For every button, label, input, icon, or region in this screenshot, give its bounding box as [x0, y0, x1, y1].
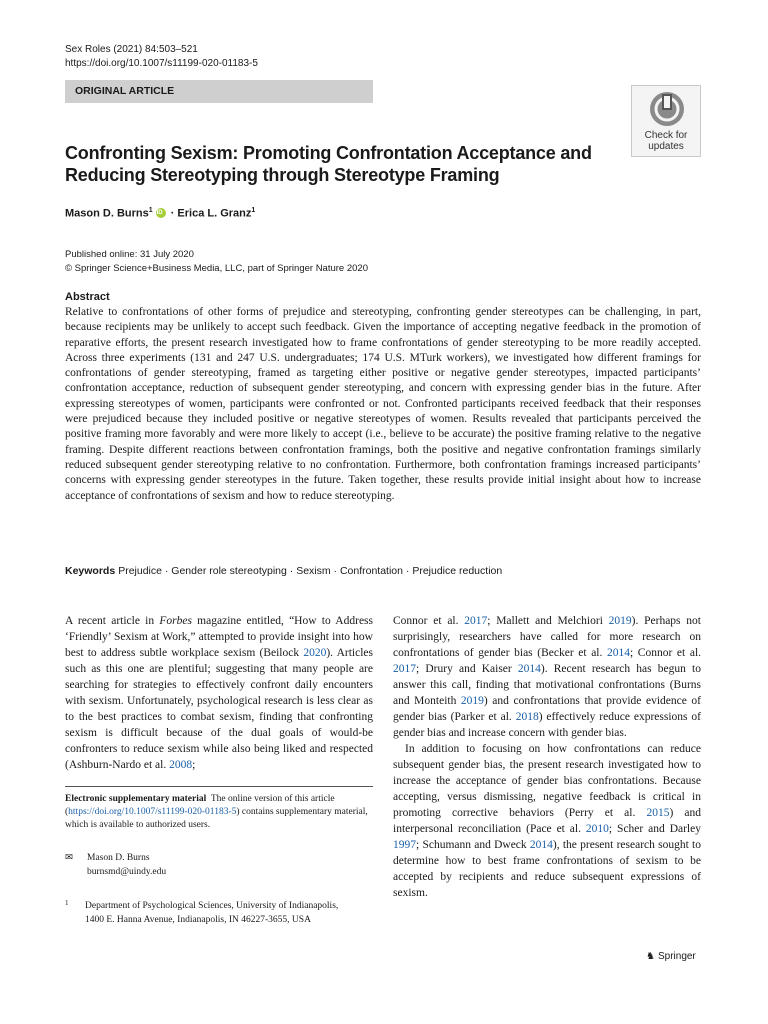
copyright-icon: © — [65, 263, 75, 274]
citation-link[interactable]: 2014 — [607, 647, 630, 659]
text-run: ) and interpersonal reconciliation (Pace et al. — [393, 807, 701, 835]
article-doi-link[interactable]: https://doi.org/10.1007/s11199-020-01183-5 — [65, 58, 258, 69]
text-run: ). Articles such as this one are plentiful; suggesting that many people are searching for strategies to effectively confront daily encounters with sexism. Unfortunately, psychological research is less clear as to the best practices to combat sexism, finding that confronting sexism is difficult because of the dual goals of would-be confronters to reduce sexism while also being liked and respected (Ashburn-Nardo et al. — [65, 647, 373, 771]
copyright-line — [65, 262, 368, 276]
supplementary-doi-link[interactable]: https://doi.org/10.1007/s11199-020-01183-5 — [68, 807, 237, 817]
citation-link[interactable]: 2019 — [608, 615, 632, 627]
body-column-left — [65, 613, 373, 773]
citation-link[interactable]: 2008 — [169, 759, 193, 771]
body-paragraph — [393, 613, 701, 741]
text-run: ) and confrontations that provide evidence of gender bias (Parker et al. — [393, 695, 701, 723]
text-run: ; Connor et al. — [630, 647, 702, 659]
citation-link[interactable]: 2017 — [393, 663, 416, 675]
abstract-body: Relative to confrontations of other forms of prejudice and stereotyping, confronting gender stereotypes can be challenging, in part, because recipients may be unlikely to accept such feedback. Given the importance of accepting negative feedback in the promotion of reparative efforts, the present research investigated how to frame confrontations of gender stereotyping to be more readily accepted. Across three experiments (131 and 247 U.S. undergraduates; 174 U.S. MTurk workers), we investigated how different framings for confrontations of gender stereotyping, framed as targeting either positive or negative gender stereotypes, impacted participants’ confrontation acceptance, reduction of subsequent gender stereotyping, and concern with expressing gender bias in the future. After expressing stereotypes of women, participants were confronted or not. Confronted participants received feedback that their responses were prejudiced because they included positive or negative stereotypes of women. Results revealed that participants perceived the positive framing more favorably and were more likely to accept (i.e., believe to be accurate) the positive framing relative to the negative framing. Despite different reactions between confrontation framings, both the positive and negative confrontation framings similarly reduced subsequent gender stereotyping relative to no confrontation. Furthermore, both confrontation framings increased participants’ concerns with expressing gender stereotypes in the future. Taken together, these results provide initial insight about how to increase acceptance of confrontations of sexism and how to reduce stereotyping. — [65, 306, 701, 502]
text-run: The online version of this article ( — [65, 794, 335, 817]
body-paragraph — [393, 741, 701, 901]
affiliation-line: 1400 E. Hanna Avenue, Indianapolis, IN 46227-3655, USA — [85, 915, 311, 925]
text-run: ; Mallett and Melchiori — [487, 615, 609, 627]
citation-link[interactable]: 2020 — [303, 647, 327, 659]
text-run: Connor et al. — [393, 615, 465, 627]
text-run: ; Schumann and Dweck — [416, 839, 530, 851]
text-run: magazine entitled, “How to Address ‘Friendly’ Sexism at Work,” attempted to provide insight into how best to address subtle workplace sexism (Beilock — [65, 615, 373, 659]
keywords-heading: Keywords — [65, 565, 116, 577]
check-for-updates-line2: updates — [648, 141, 684, 152]
citation-link[interactable]: 2010 — [585, 823, 609, 835]
citation-link[interactable]: 2018 — [515, 711, 539, 723]
corresponding-author-name: Mason D. Burns — [87, 853, 150, 863]
check-for-updates-badge[interactable] — [631, 85, 701, 157]
citation-link[interactable]: 2015 — [646, 807, 670, 819]
text-run: ; Drury and Kaiser — [416, 663, 518, 675]
springer-horse-icon: ♞ — [646, 951, 655, 962]
affiliation-line: Department of Psychological Sciences, University of Indianapolis, — [85, 901, 339, 911]
text-run: In addition to focusing on how confrontations can reduce subsequent gender bias, the present research investigated how to increase the acceptance of gender bias confrontations. Because accepting, versus dismissing, negative feedback is critical in promoting corrective behaviors (Perry et al. — [393, 743, 701, 819]
text-run: ) contains supplementary material, which is available to authorized users. — [65, 807, 368, 830]
abstract-heading: Abstract — [65, 291, 110, 303]
check-for-updates-icon — [648, 90, 686, 128]
citation-link[interactable]: 2017 — [464, 615, 488, 627]
author-name[interactable]: Erica L. Granz — [177, 207, 252, 220]
citation-link[interactable]: 1997 — [393, 839, 416, 851]
author-affiliation-marker: 1 — [251, 207, 256, 214]
copyright-text: Springer Science+Business Media, LLC, part of Springer Nature 2020 — [74, 263, 368, 274]
affiliation-footnote — [65, 899, 373, 927]
author-name[interactable]: Mason D. Burns — [65, 207, 149, 220]
author-affiliation-marker: 1 — [148, 207, 153, 214]
text-run: ) effectively reduce expressions of gender bias and increase concern with gender bias. — [393, 711, 701, 739]
journal-citation — [65, 43, 258, 71]
corresponding-author-email[interactable]: burnsmd@uindy.edu — [87, 867, 167, 877]
text-run: ; Scher and Darley — [608, 823, 701, 835]
citation-link[interactable]: 2014 — [517, 663, 541, 675]
text-run: ; — [192, 759, 196, 771]
keywords-section — [65, 565, 705, 577]
citation-link[interactable]: 2014 — [529, 839, 553, 851]
text-run: ), the present research sought to determine how to best frame confrontations of sexism to be accepted by recipients and reduce subsequent expressions of sexism. — [393, 839, 701, 899]
author-list: Mason D. Burns$^1$iD · Erica L. Granz$^1$ — [65, 207, 255, 220]
check-for-updates-label — [632, 130, 700, 152]
supplementary-heading: Electronic supplementary material — [65, 794, 207, 804]
footnote-divider — [65, 786, 373, 787]
keywords-list: Prejudice · Gender role stereotyping · Sexism · Confrontation · Prejudice reduction — [118, 565, 503, 577]
citation-link[interactable]: 2019 — [460, 695, 484, 707]
body-paragraph — [65, 613, 373, 773]
text-run: ). Recent research has begun to answer this call, finding that motivational confrontations (Burns and Monteith — [393, 663, 701, 707]
magazine-name: Forbes — [159, 615, 192, 627]
publisher-name: Springer — [657, 951, 696, 962]
publication-info — [65, 248, 368, 276]
body-column-right — [393, 613, 701, 901]
text-run: ). Perhaps not surprisingly, researchers have called for more research on confrontations of gender bias (Becker et al. — [393, 615, 701, 659]
published-date: Published online: 31 July 2020 — [65, 249, 194, 260]
affiliation-number: 1 — [65, 899, 69, 907]
article-title: Confronting Sexism: Promoting Confrontation Acceptance and Reducing Stereotyping through Stereotype Framing — [65, 143, 592, 185]
publisher-logo — [646, 951, 696, 962]
article-type-banner: ORIGINAL ARTICLE — [65, 80, 373, 103]
orcid-icon[interactable] — [156, 208, 166, 218]
corresponding-author — [65, 851, 373, 879]
check-for-updates-line1: Check for — [644, 130, 688, 141]
text-run: A recent article in — [65, 615, 160, 627]
journal-volume-pages: Sex Roles (2021) 84:503–521 — [65, 44, 198, 55]
envelope-icon: ✉ — [65, 853, 73, 863]
supplementary-material-note — [65, 793, 373, 832]
